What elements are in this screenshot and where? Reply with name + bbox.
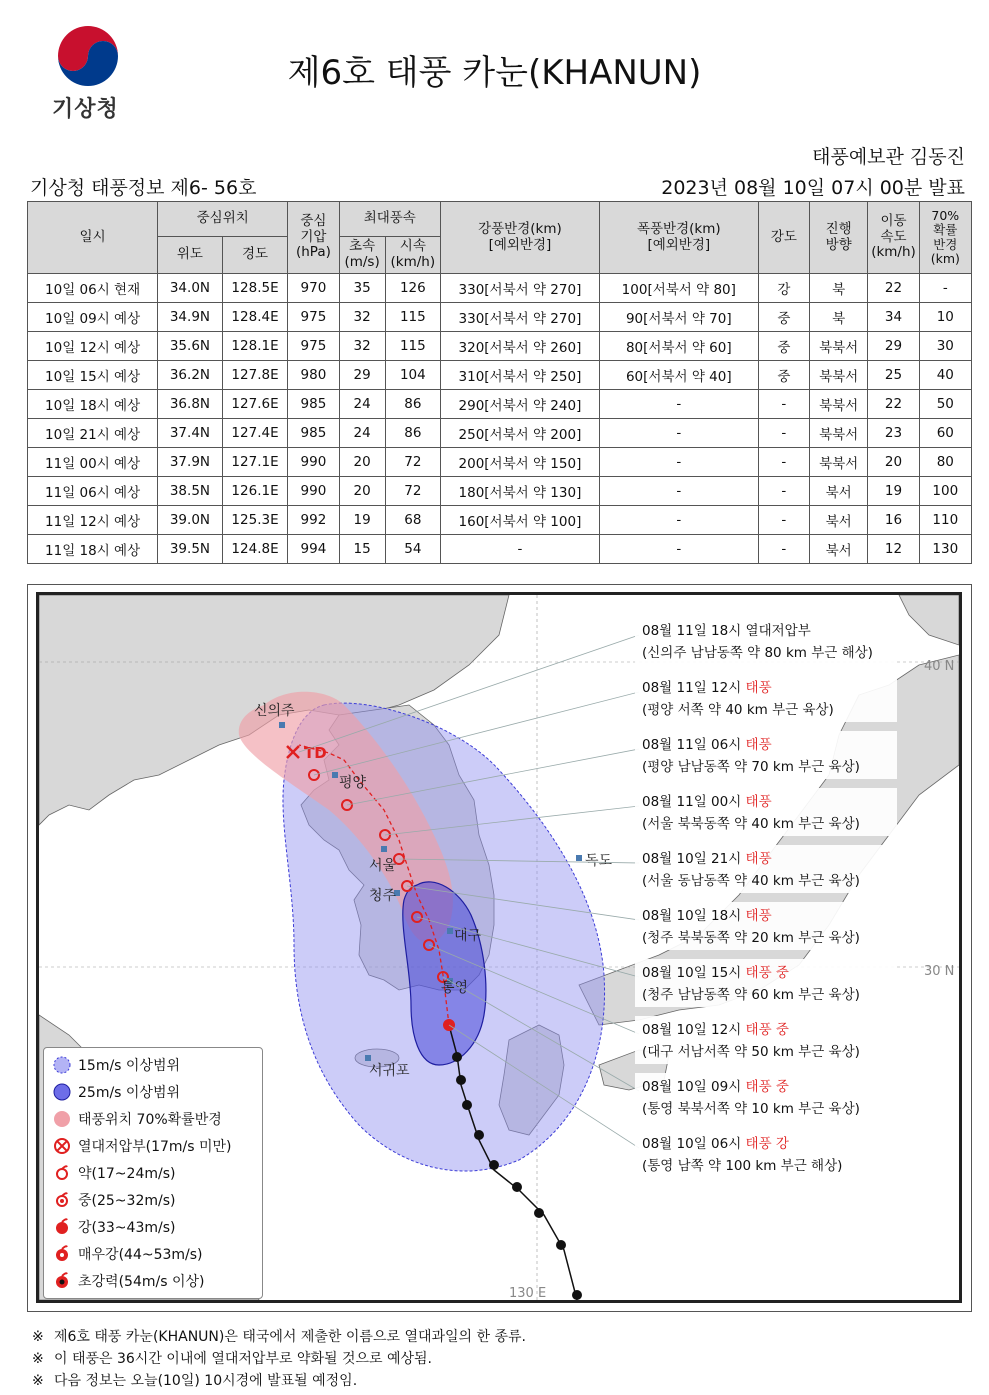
cell-time: 10일 21시 예상 [28, 419, 158, 448]
cell-lat: 37.4N [158, 419, 223, 448]
header-strong-radius: 강풍반경(km) [예외반경] [441, 202, 600, 274]
cell-time: 10일 18시 예상 [28, 390, 158, 419]
legend-moderate: 중(25~32m/s) [52, 1189, 175, 1211]
cell-dir: 북북서 [809, 390, 867, 419]
forecast-table-body [28, 274, 972, 564]
header-direction: 진행 방향 [809, 202, 867, 274]
cell-kmh: 54 [385, 535, 440, 564]
cell-st: - [599, 419, 758, 448]
callout-status: 태풍 [745, 908, 772, 924]
callout-status: 태풍 [745, 851, 772, 867]
cell-lon: 127.6E [222, 390, 288, 419]
cell-ms: 24 [339, 390, 385, 419]
cell-int: - [758, 448, 809, 477]
cell-ms: 20 [339, 477, 385, 506]
cell-ms: 35 [339, 274, 385, 303]
legend-r15: 15m/s 이상범위 [52, 1054, 180, 1076]
cell-ms: 29 [339, 361, 385, 390]
cell-time: 10일 09시 예상 [28, 303, 158, 332]
cell-dir: 북북서 [809, 419, 867, 448]
cell-p: 970 [288, 274, 339, 303]
cell-sr: 320[서북서 약 260] [441, 332, 600, 361]
cell-sr: - [441, 535, 600, 564]
cell-p: 985 [288, 390, 339, 419]
cell-int: 중 [758, 361, 809, 390]
cell-prob: 50 [919, 390, 971, 419]
callout-status: 태풍 중 [745, 1079, 789, 1095]
header-maxwind: 최대풍속 [339, 202, 440, 237]
city-dokdo: 독도 [585, 853, 613, 869]
cell-spd: 34 [868, 303, 919, 332]
typhoon-moderate-icon [52, 1190, 72, 1210]
cell-time: 10일 12시 예상 [28, 332, 158, 361]
cell-spd: 16 [868, 506, 919, 535]
prob-icon [52, 1109, 72, 1129]
cell-ms: 32 [339, 332, 385, 361]
cell-st: 60[서북서 약 40] [599, 361, 758, 390]
cell-sr: 180[서북서 약 130] [441, 477, 600, 506]
cell-p: 975 [288, 303, 339, 332]
city-cheongju: 청주 [369, 888, 397, 904]
legend-super: 초강력(54m/s 이상) [52, 1270, 204, 1292]
cell-kmh: 68 [385, 506, 440, 535]
cell-int: - [758, 419, 809, 448]
cell-lon: 128.4E [222, 303, 288, 332]
table-row [28, 361, 972, 390]
cell-time: 11일 18시 예상 [28, 535, 158, 564]
callout-location: (평양 서쪽 약 40 km 부근 육상) [642, 702, 834, 718]
cell-dir: 북서 [809, 477, 867, 506]
callout-title: 08월 11일 06시 태풍 [642, 737, 772, 753]
cell-prob: - [919, 274, 971, 303]
cell-dir: 북 [809, 303, 867, 332]
cell-kmh: 126 [385, 274, 440, 303]
header-speed: 이동 속도 (km/h) [868, 202, 919, 274]
city-pyongyang: 평양 [339, 775, 367, 791]
cell-sr: 250[서북서 약 200] [441, 419, 600, 448]
cell-spd: 20 [868, 448, 919, 477]
cell-prob: 80 [919, 448, 971, 477]
city-seoul: 서울 [369, 858, 397, 874]
cell-int: - [758, 390, 809, 419]
cell-time: 11일 06시 예상 [28, 477, 158, 506]
table-row [28, 332, 972, 361]
cell-spd: 25 [868, 361, 919, 390]
agency-name: 기상청 [52, 97, 119, 122]
callout-location: (청주 북북동쪽 약 20 km 부근 육상) [642, 930, 860, 946]
table-row [28, 390, 972, 419]
cell-p: 992 [288, 506, 339, 535]
cell-lat: 36.2N [158, 361, 223, 390]
header-ms: 초속 (m/s) [339, 237, 385, 274]
map-legend [43, 1047, 263, 1299]
header-time: 일시 [28, 202, 158, 274]
city-tongyeong: 통영 [441, 980, 469, 996]
callout-location: (통영 남쪽 약 100 km 부근 해상) [642, 1158, 843, 1174]
typhoon-very-strong-icon [52, 1244, 72, 1264]
table-row [28, 477, 972, 506]
cell-int: - [758, 506, 809, 535]
cell-st: - [599, 477, 758, 506]
table-row [28, 419, 972, 448]
cell-spd: 23 [868, 419, 919, 448]
cell-st: 80[서북서 약 60] [599, 332, 758, 361]
city-seogwipo: 서귀포 [369, 1063, 410, 1079]
callout-title: 08월 11일 00시 태풍 [642, 794, 772, 810]
callout-title: 08월 10일 21시 태풍 [642, 851, 772, 867]
table-row [28, 506, 972, 535]
callout-title: 08월 10일 18시 태풍 [642, 908, 772, 924]
note-item: ※ 제6호 태풍 카눈(KHANUN)은 태국에서 제출한 이름으로 열대과일의 한 종류. [32, 1329, 526, 1345]
cell-sr: 310[서북서 약 250] [441, 361, 600, 390]
cell-st: - [599, 448, 758, 477]
callout-title: 08월 10일 15시 태풍 중 [642, 965, 789, 981]
callout-title: 08월 11일 18시 열대저압부 [642, 623, 811, 639]
cell-prob: 60 [919, 419, 971, 448]
land-hokkaido [899, 595, 959, 645]
cell-p: 980 [288, 361, 339, 390]
r25-icon [52, 1082, 72, 1102]
issued-time: 2023년 08월 10일 07시 00분 발표 [661, 177, 965, 199]
cell-st: - [599, 390, 758, 419]
cell-kmh: 72 [385, 448, 440, 477]
cell-kmh: 104 [385, 361, 440, 390]
callout-title: 08월 10일 12시 태풍 중 [642, 1022, 789, 1038]
cell-time: 10일 06시 현재 [28, 274, 158, 303]
callout-title: 08월 11일 12시 태풍 [642, 680, 772, 696]
grid-40n: 40 N [924, 659, 955, 674]
callout-status: 태풍 [745, 737, 772, 753]
cell-lat: 34.9N [158, 303, 223, 332]
header-lat: 위도 [158, 237, 223, 274]
cell-lon: 128.1E [222, 332, 288, 361]
cell-lat: 34.0N [158, 274, 223, 303]
cell-st: 90[서북서 약 70] [599, 303, 758, 332]
cell-lon: 125.3E [222, 506, 288, 535]
cell-sr: 160[서북서 약 100] [441, 506, 600, 535]
cell-lat: 38.5N [158, 477, 223, 506]
cell-prob: 40 [919, 361, 971, 390]
cell-spd: 19 [868, 477, 919, 506]
callout-location: (서울 동남동쪽 약 40 km 부근 육상) [642, 873, 860, 889]
cell-dir: 북서 [809, 535, 867, 564]
cell-p: 975 [288, 332, 339, 361]
legend-strong: 강(33~43m/s) [52, 1216, 175, 1238]
cell-lon: 127.4E [222, 419, 288, 448]
header-prob-radius: 70% 확률 반경 (km) [919, 202, 971, 274]
callout-title: 08월 10일 09시 태풍 중 [642, 1079, 789, 1095]
r15-icon [52, 1055, 72, 1075]
cell-lat: 35.6N [158, 332, 223, 361]
typhoon-strong-icon [52, 1217, 72, 1237]
cell-sr: 330[서북서 약 270] [441, 274, 600, 303]
cell-dir: 북 [809, 274, 867, 303]
cell-prob: 10 [919, 303, 971, 332]
cell-kmh: 86 [385, 419, 440, 448]
cell-p: 994 [288, 535, 339, 564]
cell-lat: 39.0N [158, 506, 223, 535]
header-intensity: 강도 [758, 202, 809, 274]
cell-int: 중 [758, 332, 809, 361]
cell-kmh: 86 [385, 390, 440, 419]
callout-location: (서울 북북동쪽 약 40 km 부근 육상) [642, 816, 860, 832]
cell-spd: 12 [868, 535, 919, 564]
cell-spd: 22 [868, 274, 919, 303]
header-center: 중심위치 [158, 202, 288, 237]
cell-lon: 126.1E [222, 477, 288, 506]
legend-r25: 25m/s 이상범위 [52, 1081, 180, 1103]
header-storm-radius: 폭풍반경(km) [예외반경] [599, 202, 758, 274]
cell-int: - [758, 477, 809, 506]
cell-spd: 22 [868, 390, 919, 419]
cell-kmh: 72 [385, 477, 440, 506]
cell-dir: 북북서 [809, 332, 867, 361]
forecast-table [27, 201, 972, 564]
cell-time: 10일 15시 예상 [28, 361, 158, 390]
cell-dir: 북북서 [809, 448, 867, 477]
note-item: ※ 다음 정보는 오늘(10일) 10시경에 발표될 예정임. [32, 1373, 358, 1389]
page-title: 제6호 태풍 카눈(KHANUN) [287, 53, 702, 93]
cell-lon: 124.8E [222, 535, 288, 564]
cell-ms: 19 [339, 506, 385, 535]
cell-ms: 24 [339, 419, 385, 448]
cell-kmh: 115 [385, 332, 440, 361]
header-lon: 경도 [222, 237, 288, 274]
cell-ms: 32 [339, 303, 385, 332]
callout-location: (신의주 남남동쪽 약 80 km 부근 해상) [642, 645, 873, 661]
legend-td: 열대저압부(17m/s 미만) [52, 1135, 232, 1157]
typhoon-track-map [36, 592, 962, 1303]
table-row [28, 274, 972, 303]
city-daegu: 대구 [454, 928, 482, 944]
callout-location: (청주 남남동쪽 약 60 km 부근 육상) [642, 987, 860, 1003]
cell-lat: 39.5N [158, 535, 223, 564]
legend-prob: 태풍위치 70%확률반경 [52, 1108, 222, 1130]
table-row [28, 303, 972, 332]
callout-location: (통영 북북서쪽 약 10 km 부근 육상) [642, 1101, 860, 1117]
cell-lat: 37.9N [158, 448, 223, 477]
callout-location: (평양 남남동쪽 약 70 km 부근 육상) [642, 759, 860, 775]
cell-prob: 30 [919, 332, 971, 361]
city-sinuiju: 신의주 [254, 703, 295, 719]
grid-130e: 130 E [509, 1286, 547, 1300]
legend-very-strong: 매우강(44~53m/s) [52, 1243, 203, 1265]
callout-location: (대구 서남서쪽 약 50 km 부근 육상) [642, 1044, 860, 1060]
cell-p: 990 [288, 448, 339, 477]
cell-lon: 128.5E [222, 274, 288, 303]
note-item: ※ 이 태풍은 36시간 이내에 열대저압부로 약화될 것으로 예상됨. [32, 1351, 432, 1367]
cell-st: 100[서북서 약 80] [599, 274, 758, 303]
td-icon [52, 1136, 72, 1156]
forecaster: 태풍예보관 김동진 [812, 146, 965, 168]
typhoon-weak-icon [52, 1163, 72, 1183]
callout-status: 태풍 중 [745, 965, 789, 981]
cell-ms: 20 [339, 448, 385, 477]
cell-p: 985 [288, 419, 339, 448]
cell-ms: 15 [339, 535, 385, 564]
cell-lon: 127.1E [222, 448, 288, 477]
cell-sr: 290[서북서 약 240] [441, 390, 600, 419]
legend-weak: 약(17~24m/s) [52, 1162, 175, 1184]
cell-p: 990 [288, 477, 339, 506]
cell-int: 강 [758, 274, 809, 303]
cell-lon: 127.8E [222, 361, 288, 390]
callout-status: 태풍 [745, 794, 772, 810]
table-row [28, 448, 972, 477]
cell-prob: 110 [919, 506, 971, 535]
header-kmh: 시속 (km/h) [385, 237, 440, 274]
callout-status: 태풍 강 [745, 1136, 789, 1152]
cell-lat: 36.8N [158, 390, 223, 419]
cell-dir: 북서 [809, 506, 867, 535]
grid-30n: 30 N [924, 964, 955, 979]
cell-st: - [599, 535, 758, 564]
cell-st: - [599, 506, 758, 535]
cell-kmh: 115 [385, 303, 440, 332]
cell-time: 11일 12시 예상 [28, 506, 158, 535]
callout-status: 태풍 [745, 680, 772, 696]
notes [32, 1326, 526, 1392]
cell-spd: 29 [868, 332, 919, 361]
cell-int: - [758, 535, 809, 564]
header-pressure: 중심 기압 (hPa) [288, 202, 339, 274]
cell-int: 중 [758, 303, 809, 332]
cell-prob: 100 [919, 477, 971, 506]
cell-sr: 200[서북서 약 150] [441, 448, 600, 477]
cell-prob: 130 [919, 535, 971, 564]
cell-dir: 북북서 [809, 361, 867, 390]
callout-status: 태풍 중 [745, 1022, 789, 1038]
td-label: TD [304, 744, 327, 762]
typhoon-super-icon [52, 1271, 72, 1291]
table-row [28, 535, 972, 564]
callout-title: 08월 10일 06시 태풍 강 [642, 1136, 789, 1152]
bulletin-number: 기상청 태풍정보 제6- 56호 [30, 177, 257, 199]
cell-time: 11일 00시 예상 [28, 448, 158, 477]
cell-sr: 330[서북서 약 270] [441, 303, 600, 332]
